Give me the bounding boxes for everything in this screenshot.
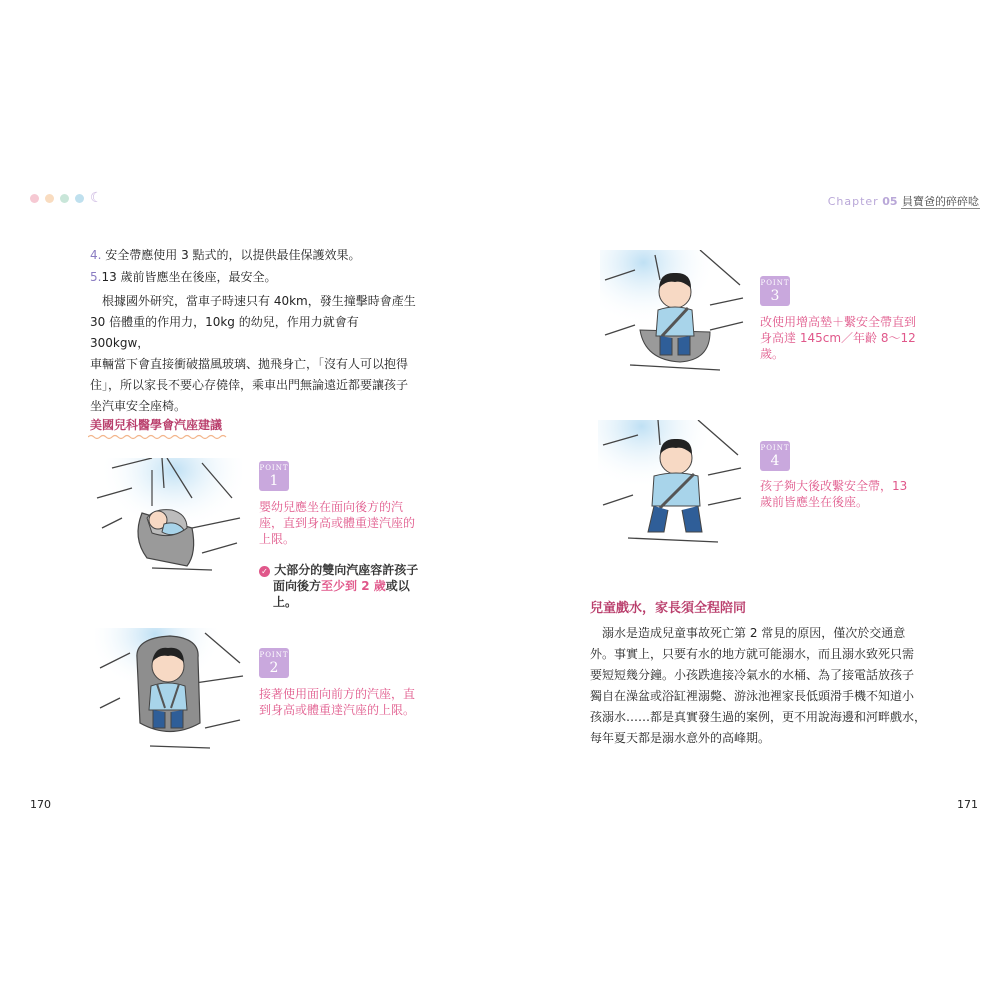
wavy-underline xyxy=(88,434,228,440)
aap-subhead: 美國兒科醫學會汽座建議 xyxy=(90,418,223,432)
moon-icon: ☾ xyxy=(90,190,103,206)
decorative-dots xyxy=(30,190,103,206)
paragraph-line: 車輛當下會直接衝破擋風玻璃、拋飛身亡，「沒有人可以抱得 xyxy=(90,357,409,371)
point-line: 接著使用面向前方的汽座，直 xyxy=(259,687,416,701)
rear-facing-seat-illustration xyxy=(92,458,242,578)
paragraph-line: 溺水是造成兒童事故死亡第 2 常見的原因，僅次於交通意 xyxy=(590,626,906,640)
left-paragraph xyxy=(90,291,420,417)
check-icon: ✓ xyxy=(259,566,270,577)
badge-number: 1 xyxy=(269,473,279,489)
point-1-badge xyxy=(259,461,289,491)
badge-number: 2 xyxy=(269,660,279,676)
paragraph-line: 坐汽車安全座椅。 xyxy=(90,399,187,413)
point-line: 歲。 xyxy=(760,347,785,361)
forward-facing-seat-illustration xyxy=(95,628,245,753)
list-text: 13 歲前皆應坐在後座，最安全。 xyxy=(101,270,277,284)
chapter-header xyxy=(828,193,980,209)
list-text: 安全帶應使用 3 點式的，以提供最佳保護效果。 xyxy=(105,248,361,262)
paragraph-line: 根據國外研究，當車子時速只有 40km，發生撞擊時會產生 xyxy=(90,294,416,308)
badge-word: POINT xyxy=(760,279,790,287)
paragraph-line: 孩溺水……都是真實發生過的案例，更不用說海邊和河畔戲水， xyxy=(590,710,927,724)
point-line: 孩子夠大後改繫安全帶，13 xyxy=(760,479,908,493)
point-2-text xyxy=(259,686,434,718)
point-line: 身高達 145cm／年齡 8～12 xyxy=(760,331,916,345)
point-4-badge xyxy=(760,441,790,471)
point-line: 歲前皆應坐在後座。 xyxy=(760,495,869,509)
badge-number: 3 xyxy=(770,288,780,304)
point-line: 到身高或體重達汽座的上限。 xyxy=(259,703,416,717)
point-1-text xyxy=(259,499,429,547)
point-line: 嬰幼兒應坐在面向後方的汽 xyxy=(259,500,404,514)
note-line: 大部分的雙向汽座容許孩子 xyxy=(274,563,419,577)
paragraph-line: 住」，所以家長不要心存僥倖，乘車出門無論遠近都要讓孩子 xyxy=(90,378,409,392)
note-text: 或以 xyxy=(385,579,410,593)
list-number: 4. xyxy=(90,248,102,262)
note-line: 上。 xyxy=(273,595,298,609)
list-item xyxy=(90,267,277,288)
badge-word: POINT xyxy=(760,444,790,452)
point-3-badge xyxy=(760,276,790,306)
badge-word: POINT xyxy=(259,464,289,472)
right-paragraph xyxy=(590,623,930,749)
point-line: 改使用增高墊＋繫安全帶直到 xyxy=(760,315,917,329)
point-2-badge xyxy=(259,648,289,678)
point-line: 座，直到身高或體重達汽座的 xyxy=(259,516,416,530)
note-text: 面向後方 xyxy=(273,579,322,593)
point-3-text xyxy=(760,314,935,362)
paragraph-line: 獨自在澡盆或浴缸裡溺斃、游泳池裡家長低頭滑手機不知道小 xyxy=(590,689,915,703)
page-number-right: 171 xyxy=(957,798,978,811)
dot-pink xyxy=(30,194,39,203)
drowning-section-title: 兒童戲水，家長須全程陪同 xyxy=(590,601,747,616)
point-4-text xyxy=(760,478,935,510)
chapter-title: 員寶爸的碎碎唸 xyxy=(902,195,979,208)
paragraph-line: 30 倍體重的作用力，10kg 的幼兒，作用力就會有 300kgw， xyxy=(90,315,359,350)
list-item xyxy=(90,245,361,266)
chapter-word: Chapter xyxy=(827,195,879,208)
note-highlight: 至少到 2 歲 xyxy=(321,579,386,593)
booster-seat-illustration xyxy=(600,250,745,375)
badge-number: 4 xyxy=(770,453,780,469)
paragraph-line: 每年夏天都是溺水意外的高峰期。 xyxy=(590,731,771,745)
dot-peach xyxy=(45,194,54,203)
chapter-number: 05 xyxy=(882,195,898,208)
dot-mint xyxy=(60,194,69,203)
point-line: 上限。 xyxy=(259,532,296,546)
paragraph-line: 外。事實上，只要有水的地方就可能溺水，而且溺水致死只需 xyxy=(590,647,915,661)
paragraph-line: 要短短幾分鐘。小孩跌進接冷氣水的水桶、為了接電話放孩子 xyxy=(590,668,915,682)
dot-blue xyxy=(75,194,84,203)
page-number-left: 170 xyxy=(30,798,51,811)
list-number: 5. xyxy=(90,270,102,284)
point-1-note xyxy=(259,562,429,610)
seatbelt-illustration xyxy=(598,420,743,545)
badge-word: POINT xyxy=(259,651,289,659)
